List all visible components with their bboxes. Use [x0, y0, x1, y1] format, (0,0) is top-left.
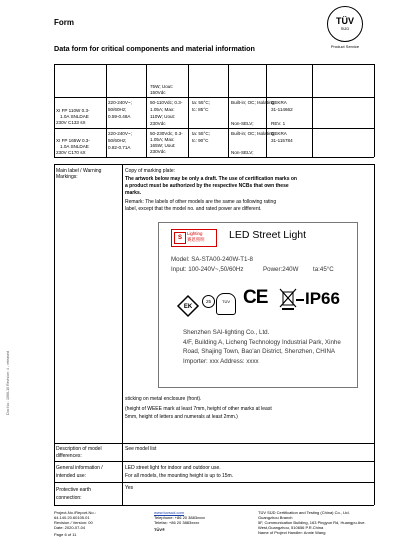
model-diff-label-1: Description of model [56, 446, 102, 452]
row1-model-3: 230V C133 sX [56, 120, 86, 125]
logo-caption: Product Service [330, 44, 360, 49]
footer-address-2: West,Guangzhou, 510656 P.R.China [258, 525, 324, 530]
ce-mark: CE [243, 287, 268, 308]
row1-temp-1: ta: 55°C; [192, 100, 210, 105]
footer-website-link[interactable]: www.tuvsud.com [154, 510, 185, 515]
footer-tuv-mark: TÜV® [154, 527, 165, 532]
protective-earth-value: Yes [125, 485, 134, 491]
row1-output-2: 1.05A; Max: [150, 107, 175, 112]
row1-protection-1: Built-in; OC; Isolating; [231, 100, 276, 105]
row2-cert-2: 31-115784 [271, 138, 293, 143]
product-name: LED Street Light [229, 229, 307, 241]
row1-input-1: 220-240V~; [108, 100, 132, 105]
remark-1: Remark: The labels of other models are the same as following rating [125, 199, 277, 205]
row1-cert-2: 31-114662 [271, 107, 293, 112]
row1-output-3: 110W; Uout: [150, 114, 176, 119]
ip-rating: IP66 [296, 289, 340, 309]
remark-2: label, except that the model no. and rated power are different. [125, 206, 262, 212]
tuv-mark-icon: TÜV [216, 293, 236, 315]
row2-input-3: 0.82-0.71A [108, 145, 131, 150]
artwork-note-3: marks. [125, 190, 142, 196]
cont-line-1: 75W; Uout: [150, 84, 173, 89]
footer-address-1: 5F, Communication Building, 163 Pingyun Rd, Huangpu Ave. [258, 520, 366, 525]
footer-branch: Guangzhou Branch [258, 515, 293, 520]
plate-power: Power:240W [263, 266, 299, 273]
cont-line-2: 150Vdc [150, 90, 166, 95]
row1-output-1: 50-110Vdc; 0.3- [150, 100, 183, 105]
footer-page: Page 6 of 11 [54, 532, 77, 537]
row2-output-2: 1.05A; Max: [150, 137, 175, 142]
plate-importer: Importer: xxx Address: xxxx [183, 358, 259, 365]
row1-cert-1: DEKRA [271, 100, 287, 105]
general-info-value-2: For all models, the mounting height is up to 15m. [125, 473, 234, 479]
row2-input-2: 50/60Hz; [108, 138, 127, 143]
row1-input-2: 50/60Hz; [108, 107, 127, 112]
marking-plate [158, 222, 358, 388]
row2-cert-1: DEKRA [271, 131, 287, 136]
row2-model-3: 230V C170 sX [56, 150, 86, 155]
mark-height-note-2: 5mm, height of letters and numerals at least 2mm.) [125, 414, 238, 420]
brand-cn: 赛恩照明 [187, 237, 205, 242]
row2-model-1: XI FP 165W 0.3- [56, 138, 90, 143]
row1-model-1: XI FP 110W 0.3- [56, 108, 90, 113]
general-info-value-1: LED street light for indoor and outdoor use. [125, 465, 221, 471]
row2-output-4: 230Vdc [150, 149, 166, 154]
row2-temp-2: tc: 90°C [192, 138, 209, 143]
svg-text:EK: EK [183, 304, 193, 310]
row1-temp-2: tc: 85°C [192, 107, 209, 112]
row2-output-1: 50-230Vdc; 0.3- [150, 131, 183, 136]
sticking-note: sticking on metal enclosure (front). [125, 396, 202, 402]
plate-company: Shenzhen SAI-lighting Co., Ltd. [183, 329, 270, 336]
row2-protection-3: Non-SELV; [231, 150, 254, 155]
row1-input-3: 0.59-0.48A [108, 114, 131, 119]
plate-model: Model: SA-STA00-240W-T1-8 [171, 256, 253, 263]
mark-height-note-1: (height of WEEE mark at least 7mm, height of other marks at least [125, 406, 272, 412]
plate-address-1: 4/F, Building A, Licheng Technology Industrial Park, Xinhe [183, 339, 341, 346]
footer-company: TÜV SÜD Certification and Testing (China) Co., Ltd. [258, 510, 350, 515]
row1-output-4: 230Vdc [150, 121, 166, 126]
plate-temp: ta:45°C [313, 266, 334, 273]
row2-output-3: 165W; Uout: [150, 143, 176, 148]
row2-protection-1: Built-in; OC; Isolating; [231, 131, 276, 136]
footer-project-label: Project-No./Report-No.: [54, 510, 96, 515]
footer-report-no: 64.140.20.60105.01 [54, 515, 90, 520]
artwork-note-2: a product must be authorized by the respective NCBs that own these [125, 183, 289, 189]
model-diff-label-2: differences: [56, 453, 82, 459]
footer-revision: Revision / Version: 00 [54, 520, 93, 525]
tuv-logo [318, 6, 372, 49]
enec-mark-icon [175, 293, 201, 319]
enec-number: 25 [202, 295, 215, 308]
general-info-label-1: General information / [56, 465, 103, 471]
plate-input: Input: 100-240V~,50/60Hz [171, 266, 244, 273]
row1-protection-3: Non-SELV; [231, 121, 254, 126]
marking-heading: Copy of marking plate: [125, 168, 176, 174]
protective-earth-label-2: connection: [56, 495, 82, 501]
weee-bin-icon [279, 287, 297, 311]
tuv-logo-icon: TÜV SÜD [327, 6, 363, 42]
model-diff-value: See model list [125, 446, 157, 452]
page-title: Data form for critical components and material information [54, 44, 255, 53]
artwork-note-1: The artwork below may be only a draft. The use of certification marks on [125, 176, 297, 182]
footer-date: Date: 2020-07-04 [54, 525, 86, 530]
footer-telefax: Telefax: +86 20 3883xxxx [154, 520, 200, 525]
plate-address-2: Road, Shajing Town, Bao'an District, Shenzhen, CHINA [183, 348, 336, 355]
row2-input-1: 220-240V~; [108, 131, 132, 136]
row1-cert-3: REV. 1 [271, 121, 286, 126]
side-doc-number: Doc No.: 1066-10 Revision: 4 - released [6, 351, 10, 415]
brand-logo [171, 229, 217, 247]
row2-temp-1: ta: 55°C; [192, 131, 210, 136]
row1-model-2: 1.0A SNLDAE [60, 114, 89, 119]
protective-earth-label-1: Protective earth [56, 487, 92, 493]
main-label-title-2: Markings: [56, 174, 78, 180]
main-label-title-1: Main label / Warning [56, 168, 102, 174]
general-info-label-2: intended use: [56, 473, 87, 479]
footer-telephone: Telephone: +86 20 3883xxxx [154, 515, 206, 520]
row2-model-2: 1.0A SNLDAE [60, 144, 89, 149]
footer-handler: Name of Project Handler: Annie Wang [258, 530, 326, 535]
sai-logo-icon: S [174, 232, 186, 244]
form-label: Form [54, 18, 74, 27]
brand-en: Lighting [187, 231, 203, 236]
